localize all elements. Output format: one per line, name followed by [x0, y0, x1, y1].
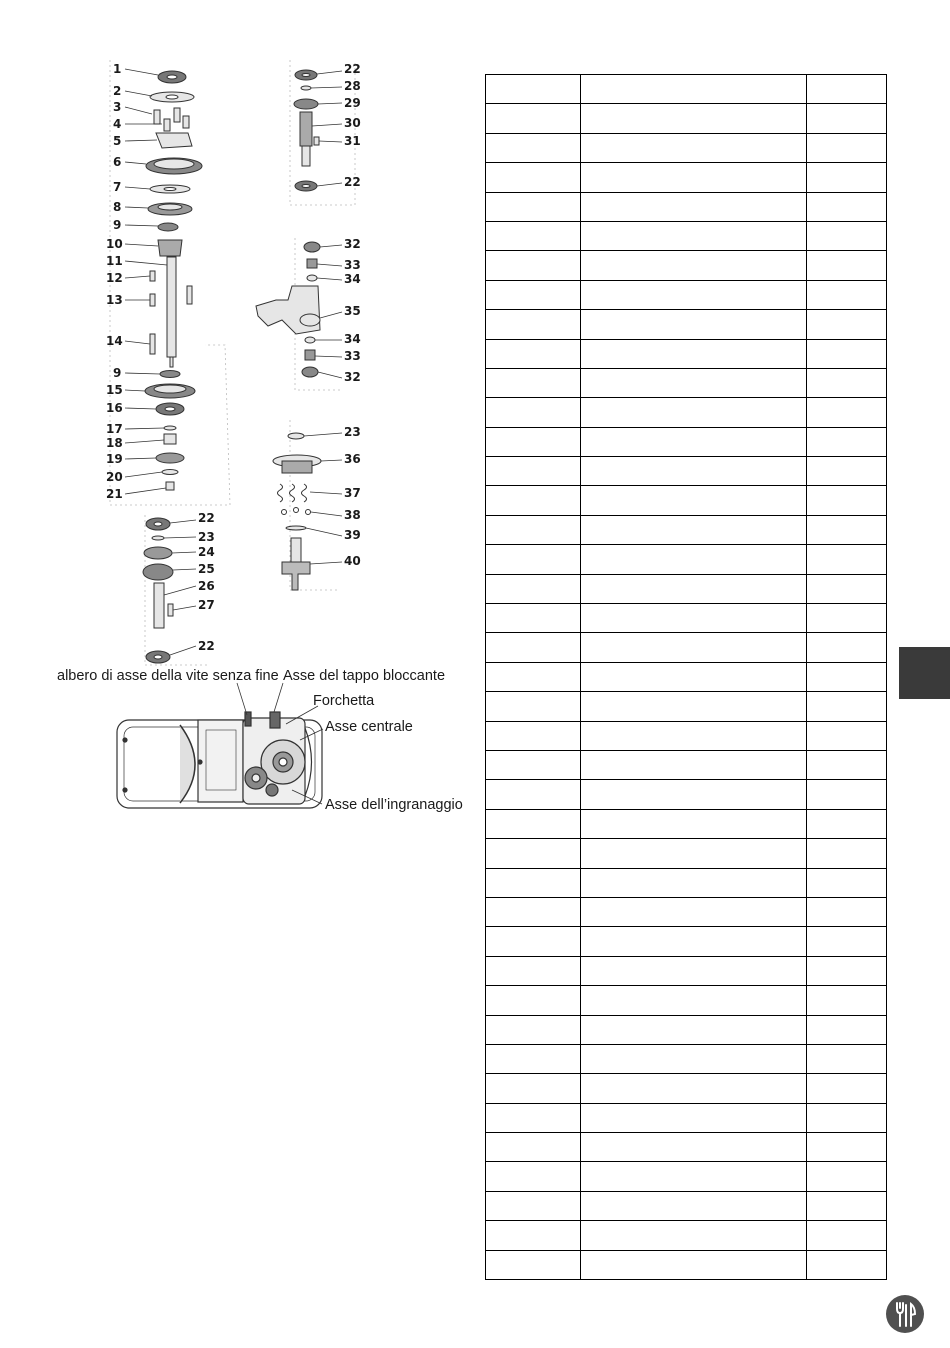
- table-cell: [807, 1250, 887, 1279]
- callout-26: 26: [198, 579, 215, 593]
- callout-23b: 23: [344, 425, 361, 439]
- table-row: [486, 1133, 887, 1162]
- callout-20: 20: [106, 470, 123, 484]
- callout-3: 3: [113, 100, 122, 114]
- table-cell: [807, 662, 887, 691]
- table-cell: [486, 780, 581, 809]
- table-row: [486, 574, 887, 603]
- table-cell: [581, 750, 807, 779]
- table-row: [486, 280, 887, 309]
- table-cell: [581, 368, 807, 397]
- table-cell: [581, 104, 807, 133]
- table-cell: [807, 1133, 887, 1162]
- table-row: [486, 956, 887, 985]
- table-cell: [807, 104, 887, 133]
- callout-16: 16: [106, 401, 123, 415]
- table-row: [486, 398, 887, 427]
- table-cell: [807, 515, 887, 544]
- table-cell: [486, 457, 581, 486]
- table-cell: [807, 1221, 887, 1250]
- table-cell: [486, 251, 581, 280]
- table-cell: [807, 486, 887, 515]
- table-cell: [581, 986, 807, 1015]
- table-cell: [807, 956, 887, 985]
- table-cell: [486, 956, 581, 985]
- table-cell: [486, 721, 581, 750]
- table-cell: [486, 633, 581, 662]
- table-row: [486, 633, 887, 662]
- caption-gear-shaft: Asse dell’ingranaggio: [325, 797, 463, 813]
- table-cell: [486, 868, 581, 897]
- callout-14: 14: [106, 334, 123, 348]
- table-cell: [807, 75, 887, 104]
- callout-28: 28: [344, 79, 361, 93]
- table-row: [486, 1074, 887, 1103]
- table-cell: [581, 574, 807, 603]
- table-row: [486, 986, 887, 1015]
- callout-7: 7: [113, 180, 122, 194]
- section-tab: [899, 647, 950, 699]
- table-cell: [486, 280, 581, 309]
- fork-assembly: [256, 242, 320, 377]
- table-cell: [581, 251, 807, 280]
- callout-22b: 22: [198, 639, 215, 653]
- table-row: [486, 251, 887, 280]
- worm-shaft-assembly: [143, 518, 173, 663]
- table-row: [486, 750, 887, 779]
- table-cell: [807, 780, 887, 809]
- callout-39: 39: [344, 528, 361, 542]
- table-cell: [486, 574, 581, 603]
- table-cell: [581, 427, 807, 456]
- table-cell: [486, 1133, 581, 1162]
- table-cell: [581, 280, 807, 309]
- callout-38: 38: [344, 508, 361, 522]
- table-cell: [581, 310, 807, 339]
- table-cell: [807, 427, 887, 456]
- table-cell: [581, 1074, 807, 1103]
- table-cell: [807, 221, 887, 250]
- table-cell: [486, 750, 581, 779]
- table-cell: [581, 192, 807, 221]
- table-cell: [486, 104, 581, 133]
- caption-fork: Forchetta: [313, 693, 375, 709]
- table-cell: [486, 604, 581, 633]
- table-cell: [807, 310, 887, 339]
- table-row: [486, 809, 887, 838]
- table-row: [486, 897, 887, 926]
- table-cell: [486, 163, 581, 192]
- table-cell: [581, 1191, 807, 1220]
- table-cell: [486, 1103, 581, 1132]
- table-cell: [581, 1103, 807, 1132]
- table-cell: [581, 956, 807, 985]
- callout-31: 31: [344, 134, 361, 148]
- table-cell: [581, 604, 807, 633]
- table-cell: [807, 192, 887, 221]
- callout-34b: 34: [344, 332, 361, 346]
- table-cell: [807, 133, 887, 162]
- callout-27: 27: [198, 598, 215, 612]
- locking-cap-assembly: [273, 433, 321, 590]
- table-cell: [807, 839, 887, 868]
- callout-18: 18: [106, 436, 123, 450]
- table-row: [486, 692, 887, 721]
- table-cell: [807, 1103, 887, 1132]
- table-cell: [581, 1044, 807, 1073]
- table-cell: [581, 133, 807, 162]
- callout-6: 6: [113, 155, 122, 169]
- table-cell: [807, 750, 887, 779]
- table-cell: [581, 633, 807, 662]
- caption-locking-cap-shaft: Asse del tappo bloccante: [283, 668, 446, 684]
- table-cell: [581, 692, 807, 721]
- table-cell: [581, 1221, 807, 1250]
- parts-list-table: [485, 74, 887, 1280]
- table-cell: [807, 1191, 887, 1220]
- table-cell: [486, 1250, 581, 1279]
- table-cell: [807, 545, 887, 574]
- callout-30: 30: [344, 116, 361, 130]
- callout-8: 8: [113, 200, 122, 214]
- table-cell: [581, 839, 807, 868]
- table-cell: [807, 280, 887, 309]
- table-row: [486, 868, 887, 897]
- callout-35: 35: [344, 304, 361, 318]
- callout-33a: 33: [344, 258, 361, 272]
- table-cell: [486, 133, 581, 162]
- table-cell: [807, 927, 887, 956]
- table-row: [486, 75, 887, 104]
- table-cell: [581, 927, 807, 956]
- table-cell: [486, 545, 581, 574]
- callout-13: 13: [106, 293, 123, 307]
- table-cell: [486, 221, 581, 250]
- table-row: [486, 192, 887, 221]
- callout-33b: 33: [344, 349, 361, 363]
- table-cell: [807, 809, 887, 838]
- table-cell: [807, 398, 887, 427]
- table-row: [486, 1044, 887, 1073]
- callout-9b: 9: [113, 366, 122, 380]
- table-row: [486, 486, 887, 515]
- table-cell: [581, 868, 807, 897]
- table-cell: [581, 163, 807, 192]
- callout-25: 25: [198, 562, 215, 576]
- callout-34a: 34: [344, 272, 361, 286]
- table-cell: [807, 574, 887, 603]
- table-cell: [486, 75, 581, 104]
- callout-15: 15: [106, 383, 123, 397]
- cutlery-logo-icon: [885, 1294, 925, 1334]
- callout-32a: 32: [344, 237, 361, 251]
- table-cell: [486, 339, 581, 368]
- gearbox-housing-drawing: [117, 712, 322, 808]
- table-cell: [581, 339, 807, 368]
- table-row: [486, 1221, 887, 1250]
- callout-23a: 23: [198, 530, 215, 544]
- callout-22a: 22: [198, 511, 215, 525]
- table-cell: [581, 1015, 807, 1044]
- table-cell: [581, 662, 807, 691]
- callout-17: 17: [106, 422, 123, 436]
- callout-12: 12: [106, 271, 123, 285]
- table-cell: [486, 1162, 581, 1191]
- table-row: [486, 457, 887, 486]
- table-cell: [807, 457, 887, 486]
- callout-19: 19: [106, 452, 123, 466]
- table-cell: [807, 868, 887, 897]
- callout-36: 36: [344, 452, 361, 466]
- callout-32b: 32: [344, 370, 361, 384]
- table-row: [486, 839, 887, 868]
- table-row: [486, 721, 887, 750]
- table-cell: [807, 1015, 887, 1044]
- callout-5: 5: [113, 134, 122, 148]
- table-cell: [581, 1162, 807, 1191]
- table-cell: [486, 662, 581, 691]
- table-cell: [581, 75, 807, 104]
- table-row: [486, 927, 887, 956]
- table-cell: [486, 427, 581, 456]
- table-row: [486, 780, 887, 809]
- main-shaft-assembly: [145, 71, 202, 490]
- table-cell: [581, 457, 807, 486]
- table-cell: [807, 986, 887, 1015]
- table-row: [486, 163, 887, 192]
- table-cell: [807, 1074, 887, 1103]
- caption-central-shaft: Asse centrale: [325, 719, 413, 735]
- table-cell: [581, 545, 807, 574]
- table-cell: [581, 897, 807, 926]
- callout-11: 11: [106, 254, 123, 268]
- table-cell: [807, 1162, 887, 1191]
- callout-40: 40: [344, 554, 361, 568]
- table-cell: [807, 604, 887, 633]
- caption-worm-shaft: albero di asse della vite senza fine: [57, 668, 279, 684]
- table-cell: [486, 1015, 581, 1044]
- table-cell: [486, 1044, 581, 1073]
- table-row: [486, 515, 887, 544]
- table-cell: [486, 839, 581, 868]
- callout-29: 29: [344, 96, 361, 110]
- table-row: [486, 104, 887, 133]
- table-cell: [807, 163, 887, 192]
- table-cell: [807, 339, 887, 368]
- table-cell: [581, 809, 807, 838]
- table-cell: [581, 486, 807, 515]
- callout-9: 9: [113, 218, 122, 232]
- table-row: [486, 368, 887, 397]
- table-cell: [486, 692, 581, 721]
- table-row: [486, 221, 887, 250]
- table-cell: [486, 986, 581, 1015]
- table-cell: [486, 1221, 581, 1250]
- table-cell: [581, 1250, 807, 1279]
- table-cell: [486, 310, 581, 339]
- table-row: [486, 1103, 887, 1132]
- table-cell: [807, 1044, 887, 1073]
- callout-4: 4: [113, 117, 122, 131]
- callout-24: 24: [198, 545, 215, 559]
- table-cell: [486, 398, 581, 427]
- table-cell: [486, 809, 581, 838]
- table-cell: [486, 1074, 581, 1103]
- table-row: [486, 1162, 887, 1191]
- callout-2: 2: [113, 84, 122, 98]
- table-cell: [486, 192, 581, 221]
- callout-10: 10: [106, 237, 123, 251]
- callout-37: 37: [344, 486, 361, 500]
- table-cell: [486, 515, 581, 544]
- table-cell: [807, 692, 887, 721]
- table-row: [486, 310, 887, 339]
- table-cell: [807, 633, 887, 662]
- table-row: [486, 604, 887, 633]
- callout-22d: 22: [344, 175, 361, 189]
- table-cell: [581, 721, 807, 750]
- table-cell: [807, 897, 887, 926]
- callout-22c: 22: [344, 62, 361, 76]
- table-cell: [486, 1191, 581, 1220]
- parts-table-body: [486, 75, 887, 1280]
- table-cell: [807, 251, 887, 280]
- table-row: [486, 133, 887, 162]
- table-cell: [581, 398, 807, 427]
- exploded-parts-diagram: [0, 0, 480, 830]
- table-row: [486, 1250, 887, 1279]
- table-row: [486, 1191, 887, 1220]
- table-cell: [581, 780, 807, 809]
- table-cell: [807, 368, 887, 397]
- table-cell: [486, 368, 581, 397]
- table-cell: [581, 221, 807, 250]
- table-cell: [486, 486, 581, 515]
- table-row: [486, 545, 887, 574]
- table-cell: [486, 927, 581, 956]
- table-row: [486, 339, 887, 368]
- callout-1: 1: [113, 62, 122, 76]
- table-cell: [807, 721, 887, 750]
- table-cell: [486, 897, 581, 926]
- table-row: [486, 1015, 887, 1044]
- table-cell: [581, 515, 807, 544]
- callout-21: 21: [106, 487, 123, 501]
- table-row: [486, 427, 887, 456]
- table-cell: [581, 1133, 807, 1162]
- table-row: [486, 662, 887, 691]
